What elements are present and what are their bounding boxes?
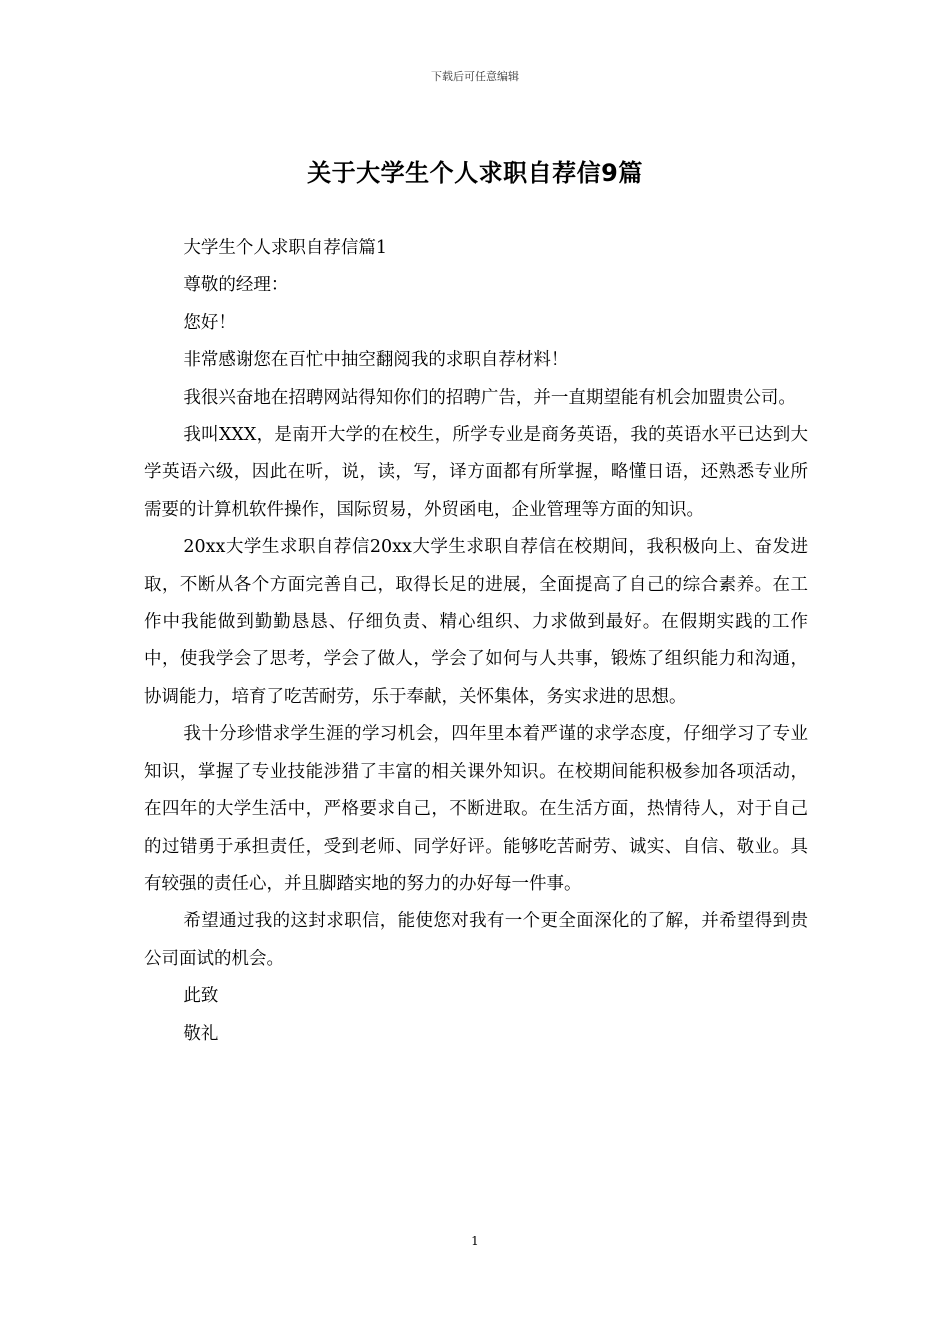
- salutation: 尊敬的经理：: [183, 275, 289, 296]
- body-paragraph: 非常感谢您在百忙中抽空翻阅我的求职自荐材料！: [183, 350, 569, 371]
- page-title: 关于大学生个人求职自荐信9篇: [307, 159, 643, 187]
- section-heading: 大学生个人求职自荐信篇1: [183, 238, 388, 258]
- body-paragraph: 我十分珍惜求学生涯的学习机会，四年里本着严谨的求学态度，仔细学习了专业知识，掌握了专业技能涉猎了丰富的相关课外知识。在校期间能积极参加各项活动，在四年的大学生活中，严格要求自己，不断进取。在生活方面，热情待人，对于自己的过错勇于承担责任，受到老师、同学好评。能够吃苦耐劳、诚实、自信、敬业。具有较强的责任心，并且脚踏实地的努力的办好每一件事。: [144, 724, 808, 894]
- page-number: 1: [471, 1234, 479, 1248]
- closing-line: 此致: [183, 986, 219, 1007]
- body-paragraph: 我很兴奋地在招聘网站得知你们的招聘广告，并一直期望能有机会加盟贵公司。: [183, 387, 796, 408]
- body-paragraph: 20xx大学生求职自荐信20xx大学生求职自荐信在校期间，我积极向上、奋发进取，不断从各个方面完善自己，取得长足的进展，全面提高了自己的综合素养。在工作中我能做到勤勤恳恳、仔细负责、精心组织、力求做到最好。在假期实践的工作中，使我学会了思考，学会了做人，学会了如何与人共事，锻炼了组织能力和沟通，协调能力，培育了吃苦耐劳，乐于奉献，关怀集体，务实求进的思想。: [144, 537, 808, 707]
- header-note: 下载后可任意编辑: [431, 70, 519, 83]
- body-paragraph: 我叫XXX，是南开大学的在校生，所学专业是商务英语，我的英语水平已达到大学英语六级，因此在听，说，读，写，译方面都有所掌握，略懂日语，还熟悉专业所需要的计算机软件操作，国际贸易，外贸函电，企业管理等方面的知识。: [144, 425, 808, 520]
- letter-body: [144, 230, 808, 1053]
- body-paragraph: 希望通过我的这封求职信，能使您对我有一个更全面深化的了解，并希望得到贵公司面试的机会。: [144, 911, 808, 969]
- closing-regards: 敬礼: [183, 1023, 219, 1044]
- greeting: 您好！: [183, 312, 236, 333]
